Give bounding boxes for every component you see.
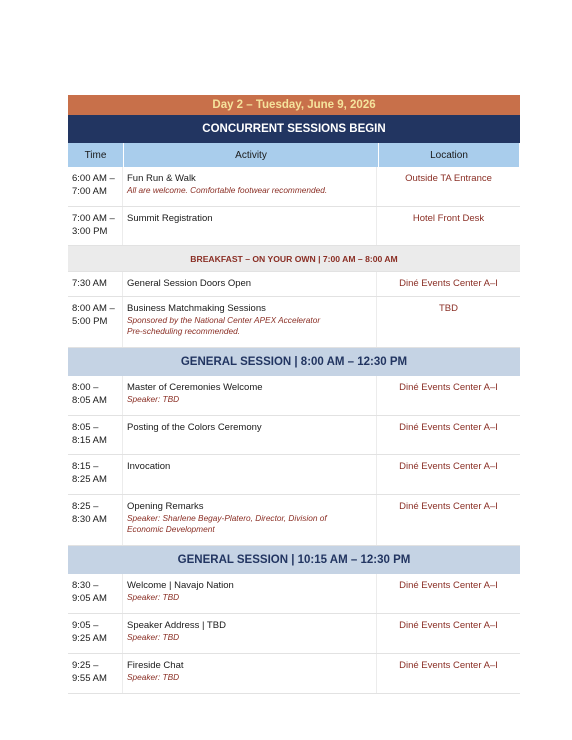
table-row: [68, 574, 520, 614]
activity-note: Speaker: TBD: [127, 672, 180, 682]
header-location: Location: [379, 143, 520, 167]
activity-note: Speaker: TBD: [127, 394, 180, 404]
activity-cell: Fireside Chat Speaker: TBD: [123, 654, 377, 693]
day-title: Day 2 – Tuesday, June 9, 2026: [68, 95, 520, 115]
activity-cell: Invocation: [123, 455, 377, 494]
activity-cell: Opening Remarks Speaker: Sharlene Begay-Platero, Director, Division of Economic Development: [123, 495, 377, 545]
table-row: [68, 495, 520, 546]
activity-cell: Summit Registration: [123, 207, 377, 245]
general-session-band: GENERAL SESSION | 10:15 AM – 12:30 PM: [68, 546, 520, 574]
location-cell: Diné Events Center A–I: [399, 620, 498, 631]
table-row: [68, 376, 520, 416]
location-cell: TBD: [439, 303, 458, 314]
activity-cell: Master of Ceremonies Welcome Speaker: TBD: [123, 376, 377, 415]
location-cell: Diné Events Center A–I: [399, 382, 498, 393]
agenda-table: [68, 95, 520, 694]
header-activity: Activity: [124, 143, 379, 167]
time-cell: 9:05 – 9:25 AM: [68, 614, 123, 653]
table-row: [68, 614, 520, 654]
table-row: [68, 654, 520, 694]
activity-note: Economic Development: [127, 524, 215, 534]
activity-note: All are welcome. Comfortable footwear recommended.: [127, 185, 328, 195]
time-cell: 6:00 AM – 7:00 AM: [68, 167, 123, 206]
time-cell: 8:30 – 9:05 AM: [68, 574, 123, 613]
activity-note: Speaker: TBD: [127, 592, 180, 602]
activity-note: Sponsored by the National Center APEX Accelerator: [127, 315, 321, 325]
table-row: [68, 207, 520, 246]
time-cell: 8:25 – 8:30 AM: [68, 495, 123, 545]
table-row: [68, 455, 520, 495]
location-cell: Outside TA Entrance: [405, 173, 492, 184]
time-cell: 8:00 AM – 5:00 PM: [68, 297, 123, 347]
table-header: [68, 143, 520, 167]
time-cell: 8:00 – 8:05 AM: [68, 376, 123, 415]
location-cell: Diné Events Center A–I: [399, 422, 498, 433]
location-cell: Diné Events Center A–I: [399, 501, 498, 512]
table-row: [68, 297, 520, 348]
location-cell: Diné Events Center A–I: [399, 278, 498, 289]
time-cell: 8:15 – 8:25 AM: [68, 455, 123, 494]
time-cell: 7:00 AM – 3:00 PM: [68, 207, 123, 245]
activity-cell: Welcome | Navajo Nation Speaker: TBD: [123, 574, 377, 613]
location-cell: Diné Events Center A–I: [399, 660, 498, 671]
time-cell: 9:25 – 9:55 AM: [68, 654, 123, 693]
location-cell: Hotel Front Desk: [412, 213, 485, 224]
table-row: [68, 167, 520, 207]
activity-note: Speaker: TBD: [127, 632, 180, 642]
activity-cell: Fun Run & Walk All are welcome. Comfortable footwear recommended.: [123, 167, 377, 206]
table-row: [68, 272, 520, 297]
general-session-band: GENERAL SESSION | 8:00 AM – 12:30 PM: [68, 348, 520, 376]
activity-cell: Posting of the Colors Ceremony: [123, 416, 377, 454]
activity-note: Speaker: Sharlene Begay-Platero, Director, Division of: [127, 513, 327, 523]
time-cell: 7:30 AM: [68, 272, 123, 296]
time-cell: 8:05 – 8:15 AM: [68, 416, 123, 454]
breakfast-band: BREAKFAST – ON YOUR OWN | 7:00 AM – 8:00 AM: [68, 246, 520, 272]
table-row: [68, 416, 520, 455]
header-time: Time: [68, 143, 124, 167]
activity-note: Pre-scheduling recommended.: [127, 326, 240, 336]
activity-cell: Speaker Address | TBD Speaker: TBD: [123, 614, 377, 653]
activity-cell: Business Matchmaking Sessions Sponsored by the National Center APEX Accelerator Pre-scheduling recommended.: [123, 297, 377, 347]
location-cell: Diné Events Center A–I: [399, 580, 498, 591]
concurrent-title: CONCURRENT SESSIONS BEGIN: [68, 115, 520, 143]
activity-cell: General Session Doors Open: [123, 272, 377, 296]
location-cell: Diné Events Center A–I: [399, 461, 498, 472]
